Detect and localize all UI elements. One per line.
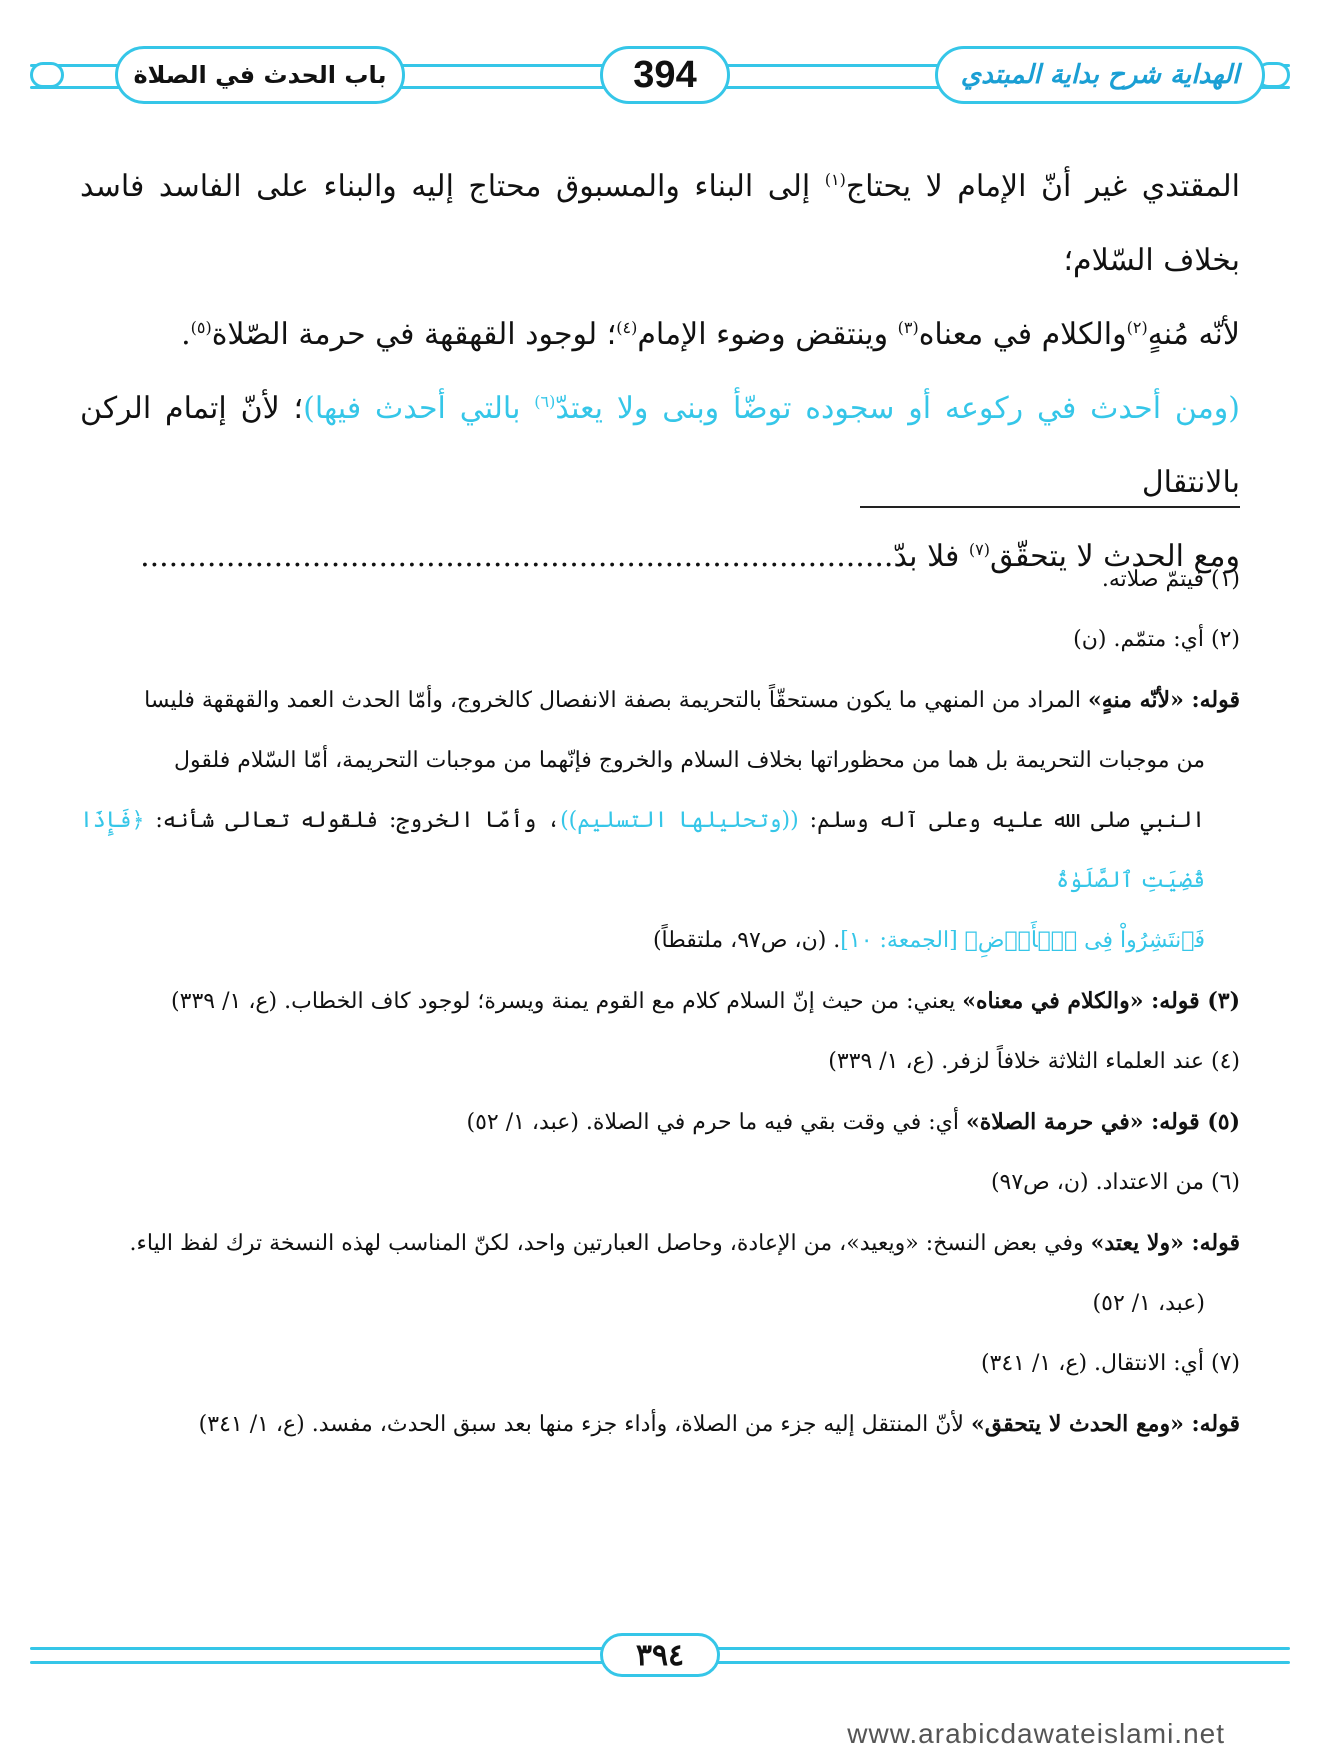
commentary: قوله: «لأنّه منهٍ» المراد من المنهي ما يكون مستحقّاً بالتحريمة بصفة الانفصال كالخروج، وأمّا الحدث العمد والقهقهة فليسا xyxy=(144,687,1240,713)
commentary-label: قوله: «لأنّه منهٍ» xyxy=(1087,687,1240,713)
footnote-ref[interactable]: (٥) xyxy=(190,318,212,337)
hadith-quote: ((وتحليلها التسليم)) xyxy=(560,808,799,833)
main-line: لأنّه مُنهٍ$^{(٢)}$والكلام في معناه$^{(٣)}$ وينتقض وضوء الإمام$^{(٤)}$؛ لوجود القهقهة في حرمة الصّلاة$^{(٥)}$. xyxy=(181,317,1240,352)
footnote: (٧) أي: الانتقال. (ع، ١/ ٣٤١) xyxy=(980,1351,1240,1376)
commentary-line: من موجبات التحريمة بل هما من محظوراتها بخلاف السلام والخروج فإنّهما من موجبات التحريمة، أمّا السّلام فلقول xyxy=(174,748,1205,773)
main-text xyxy=(80,150,1240,594)
matn-text: (ومن أحدث في ركوعه أو سجوده توضّأ وبنى ولا يعتدّ xyxy=(555,391,1240,426)
ornament-icon xyxy=(30,62,64,88)
quran-ayah: فَٱنتَشِرُواْ فِى ٱلۡأَرۡضِ﴾ [الجمعة: ١٠] xyxy=(840,928,1205,953)
book-title-cartouche xyxy=(935,46,1265,104)
footnote: (٦) من الاعتداد. (ن، ص٩٧) xyxy=(990,1170,1240,1195)
footnote-ref[interactable]: (٤) xyxy=(616,318,638,337)
footnotes xyxy=(80,550,1240,1455)
main-line: المقتدي غير أنّ الإمام لا يحتاج$^{(١)}$ إلى البناء والمسبوق محتاج إليه والبناء على الفاسد فاسد بخلاف السّلام؛ xyxy=(80,169,1240,278)
footnote: (٤) عند العلماء الثلاثة خلافاً لزفر. (ع، ١/ ٣٣٩) xyxy=(828,1049,1240,1074)
matn-text: بالتي أحدث فيها) xyxy=(303,391,535,426)
footnote-ref[interactable]: (٣) xyxy=(897,318,919,337)
commentary: قوله: «ومع الحدث لا يتحقق» لأنّ المنتقل إليه جزء من الصلاة، وأداء جزء منها بعد سبق الحدث، مفسد. (ع، ١/ ٣٤١) xyxy=(198,1411,1240,1437)
footnote-label: (٣) قوله: «والكلام في معناه» xyxy=(962,988,1240,1014)
chapter-title: باب الحدث في الصلاة xyxy=(133,61,387,89)
commentary-line: فَٱنتَشِرُواْ فِى ٱلۡأَرۡضِ﴾ [الجمعة: ١٠]. (ن، ص٩٧، ملتقطاً) xyxy=(652,928,1205,953)
footnote: (١) فيتمّ صلاته. xyxy=(1101,567,1240,592)
page-number-cartouche xyxy=(600,46,730,104)
commentary: قوله: «ولا يعتد» وفي بعض النسخ: «ويعيد»، من الإعادة، وحاصل العبارتين واحد، لكنّ المناسب لهذه النسخة ترك لفظ الياء. xyxy=(129,1230,1240,1256)
page-header xyxy=(30,40,1290,116)
footnote-ref[interactable]: (٢) xyxy=(1126,318,1148,337)
main-line: ومع الحدث لا يتحقّق$^{(٧)}$ فلا بدّ............................................................................... xyxy=(140,539,1240,574)
quran-ayah: ﴿فَإِذَا قُضِيَتِ ٱلصَّلَوٰةُ xyxy=(80,808,1205,893)
footnote: (٣) قوله: «والكلام في معناه» يعني: من حيث إنّ السلام كلام مع القوم يمنة ويسرة؛ لوجود كاف الخطاب. (ع، ١/ ٣٣٩) xyxy=(171,988,1240,1014)
footnote-ref[interactable]: (٦) xyxy=(534,392,556,411)
footer-page-number-box xyxy=(600,1633,720,1677)
commentary-line: (عبد، ١/ ٥٢) xyxy=(1092,1291,1205,1316)
commentary-line: النبي صلى الله عليه وعلى آله وسلم: ((وتحليلها التسليم))، وأمّا الخروج: فلقوله تعالى شأنه: ﴿فَإِذَا قُضِيَتِ ٱلصَّلَوٰةُ xyxy=(80,808,1205,893)
footnote-ref[interactable]: (٧) xyxy=(968,540,990,559)
continuation-dots: ............................................................................... xyxy=(140,539,894,574)
footnote-label: (٥) قوله: «في حرمة الصلاة» xyxy=(965,1109,1240,1135)
footnote: (٢) أي: متمّم. (ن) xyxy=(1073,627,1240,652)
commentary-label: قوله: «ومع الحدث لا يتحقق» xyxy=(970,1411,1240,1437)
footnote-separator xyxy=(860,506,1240,508)
page-number: 394 xyxy=(633,53,697,96)
footnote-ref[interactable]: (١) xyxy=(824,170,846,189)
commentary-label: قوله: «ولا يعتد» xyxy=(1090,1230,1240,1256)
chapter-title-cartouche xyxy=(115,46,405,104)
footnote: (٥) قوله: «في حرمة الصلاة» أي: في وقت بقي فيه ما حرم في الصلاة. (عبد، ١/ ٥٢) xyxy=(466,1109,1240,1135)
page-footer xyxy=(30,1625,1290,1685)
main-line: (ومن أحدث في ركوعه أو سجوده توضّأ وبنى ولا يعتدّ$^{(٦)}$ بالتي أحدث فيها)؛ لأنّ إتمام الركن بالانتقال xyxy=(80,391,1240,500)
footer-page-number: ٣٩٤ xyxy=(635,1637,685,1673)
book-title: الهداية شرح بداية المبتدي xyxy=(960,60,1240,90)
website-url[interactable]: www.arabicdawateislami.net xyxy=(847,1718,1225,1749)
